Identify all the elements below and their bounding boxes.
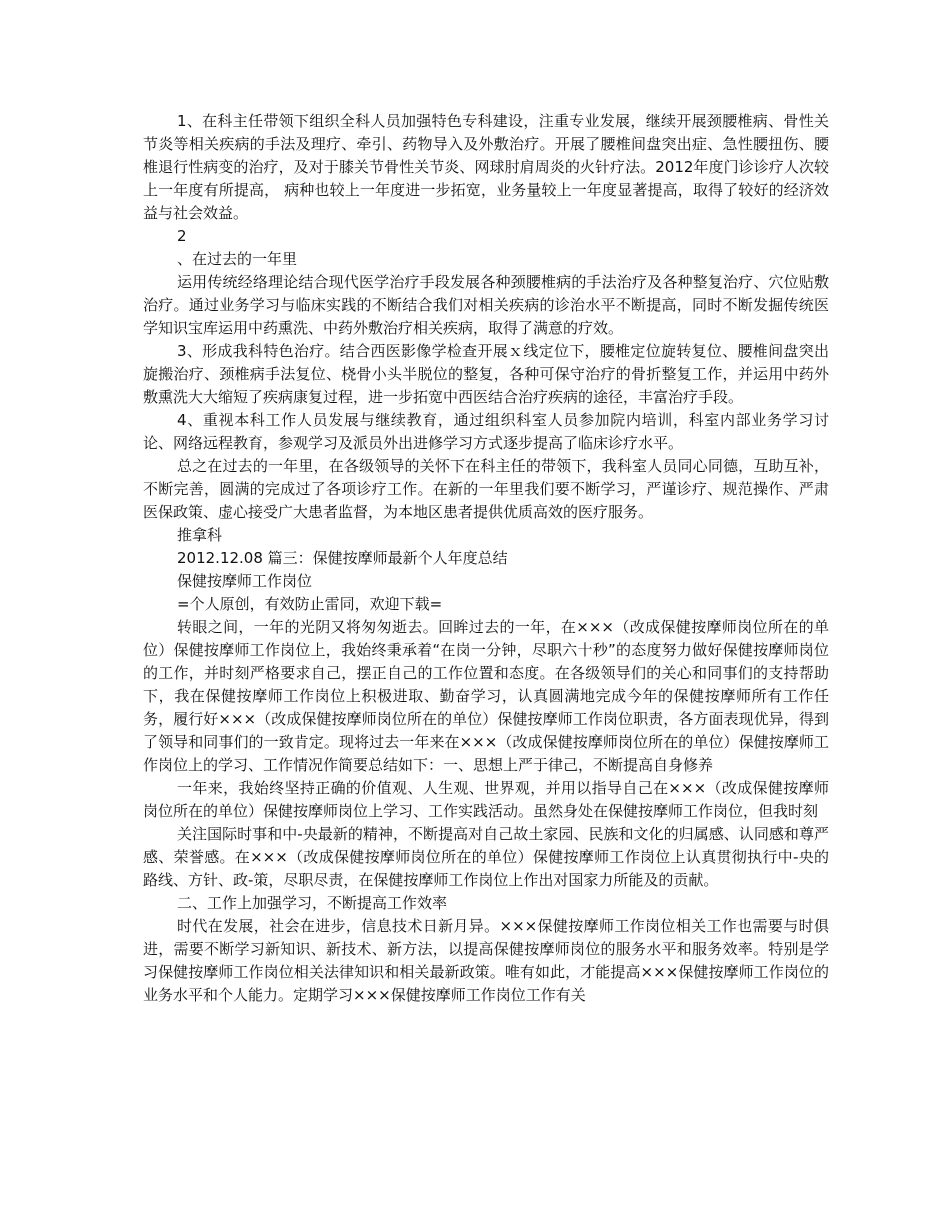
document-body — [143, 110, 829, 1007]
department-signature: 推拿科 — [177, 526, 223, 544]
paragraph-summary: 总之在过去的一年里，在各级领导的关怀下在科主任的带领下，我科室人员同心同德，互助互补，不断完善，圆满的完成过了各项诊疗工作。在新的一年里我们要不断学习，严谨诊疗、规范操作、严肃医保政策、虚心接受广大患者监督，为本地区患者提供优质高效的医疗服务。 — [143, 457, 829, 521]
paragraph-national-affairs: 关注国际时事和中-央最新的精神，不断提高对自己故土家园、民族和文化的归属感、认同感和尊严感、荣誉感。在×××（改成保健按摩师岗位所在的单位）保健按摩师工作岗位上认真贯彻执行中-央的路线、方针、政-策，尽职尽责，在保健按摩师工作岗位上作出对国家力所能及的贡献。 — [143, 825, 829, 889]
paragraph-heading-2: 、在过去的一年里 — [177, 250, 298, 268]
paragraph-intro: 转眼之间，一年的光阴又将匆匆逝去。回眸过去的一年，在×××（改成保健按摩师岗位所在的单位）保健按摩师工作岗位上，我始终秉承着“在岗一分钟，尽职六十秒”的态度努力做好保健按摩师岗位的工作，并时刻严格要求自己，摆正自己的工作位置和态度。在各级领导们的关心和同事们的支持帮助下，我在保健按摩师工作岗位上积极进取、勤奋学习，认真圆满地完成今年的保健按摩师所有工作任务，履行好×××（改成保健按摩师岗位所在的单位）保健按摩师工作岗位职责，各方面表现优异，得到了领导和同事们的一致肯定。现将过去一年来在×××（改成保健按摩师岗位所在的单位）保健按摩师工作岗位上的学习、工作情况作简要总结如下：一、思想上严于律己，不断提高自身修养 — [143, 618, 829, 774]
section-heading-two: 二、工作上加强学习，不断提高工作效率 — [177, 894, 448, 912]
paragraph-item-2-body: 运用传统经络理论结合现代医学治疗手段发展各种颈腰椎病的手法治疗及各种整复治疗、穴位贴敷治疗。通过业务学习与临床实践的不断结合我们对相关疾病的诊治水平不断提高，同时不断发掘传统医学知识宝库运用中药熏洗、中药外敷治疗相关疾病，取得了满意的疗效。 — [143, 273, 829, 337]
original-notice: =个人原创，有效防止雷同，欢迎下载= — [177, 595, 443, 613]
date-and-article-title: 2012.12.08 篇三：保健按摩师最新个人年度总结 — [177, 549, 508, 567]
paragraph-item-3: 3、形成我科特色治疗。结合西医影像学检查开展ｘ线定位下，腰椎定位旋转复位、腰椎间盘突出旋搬治疗、颈椎病手法复位、桡骨小头半脱位的整复，各种可保守治疗的骨折整复工作，并运用中药外敷熏洗大大缩短了疾病康复过程，进一步拓宽中西医结合治疗疾病的途径，丰富治疗手段。 — [143, 342, 829, 406]
paragraph-learning: 时代在发展，社会在进步，信息技术日新月异。×××保健按摩师工作岗位相关工作也需要与时俱进，需要不断学习新知识、新技术、新方法，以提高保健按摩师岗位的服务水平和服务效率。特别是学习保健按摩师工作岗位相关法律知识和相关最新政策。唯有如此，才能提高×××保健按摩师工作岗位的业务水平和个人能力。定期学习×××保健按摩师工作岗位工作有关 — [143, 917, 829, 1004]
paragraph-item-1: 1、在科主任带领下组织全科人员加强特色专科建设，注重专业发展，继续开展颈腰椎病、骨性关节炎等相关疾病的手法及理疗、牵引、药物导入及外敷治疗。开展了腰椎间盘突出症、急性腰扭伤、腰椎退行性病变的治疗，及对于膝关节骨性关节炎、网球肘肩周炎的火针疗法。2012年度门诊诊疗人次较上一年度有所提高， 病种也较上一年度进一步拓宽，业务量较上一年度显著提高，取得了较好的经济效益与社会效益。 — [143, 112, 829, 222]
job-position-heading: 保健按摩师工作岗位 — [177, 572, 313, 590]
paragraph-values: 一年来，我始终坚持正确的价值观、人生观、世界观，并用以指导自己在×××（改成保健按摩师岗位所在的单位）保健按摩师岗位上学习、工作实践活动。虽然身处在保健按摩师工作岗位，但我时刻 — [143, 779, 829, 820]
paragraph-number-2: 2 — [177, 227, 187, 245]
paragraph-item-4: 4、重视本科工作人员发展与继续教育，通过组织科室人员参加院内培训，科室内部业务学习讨论、网络远程教育，参观学习及派员外出进修学习方式逐步提高了临床诊疗水平。 — [143, 411, 829, 452]
